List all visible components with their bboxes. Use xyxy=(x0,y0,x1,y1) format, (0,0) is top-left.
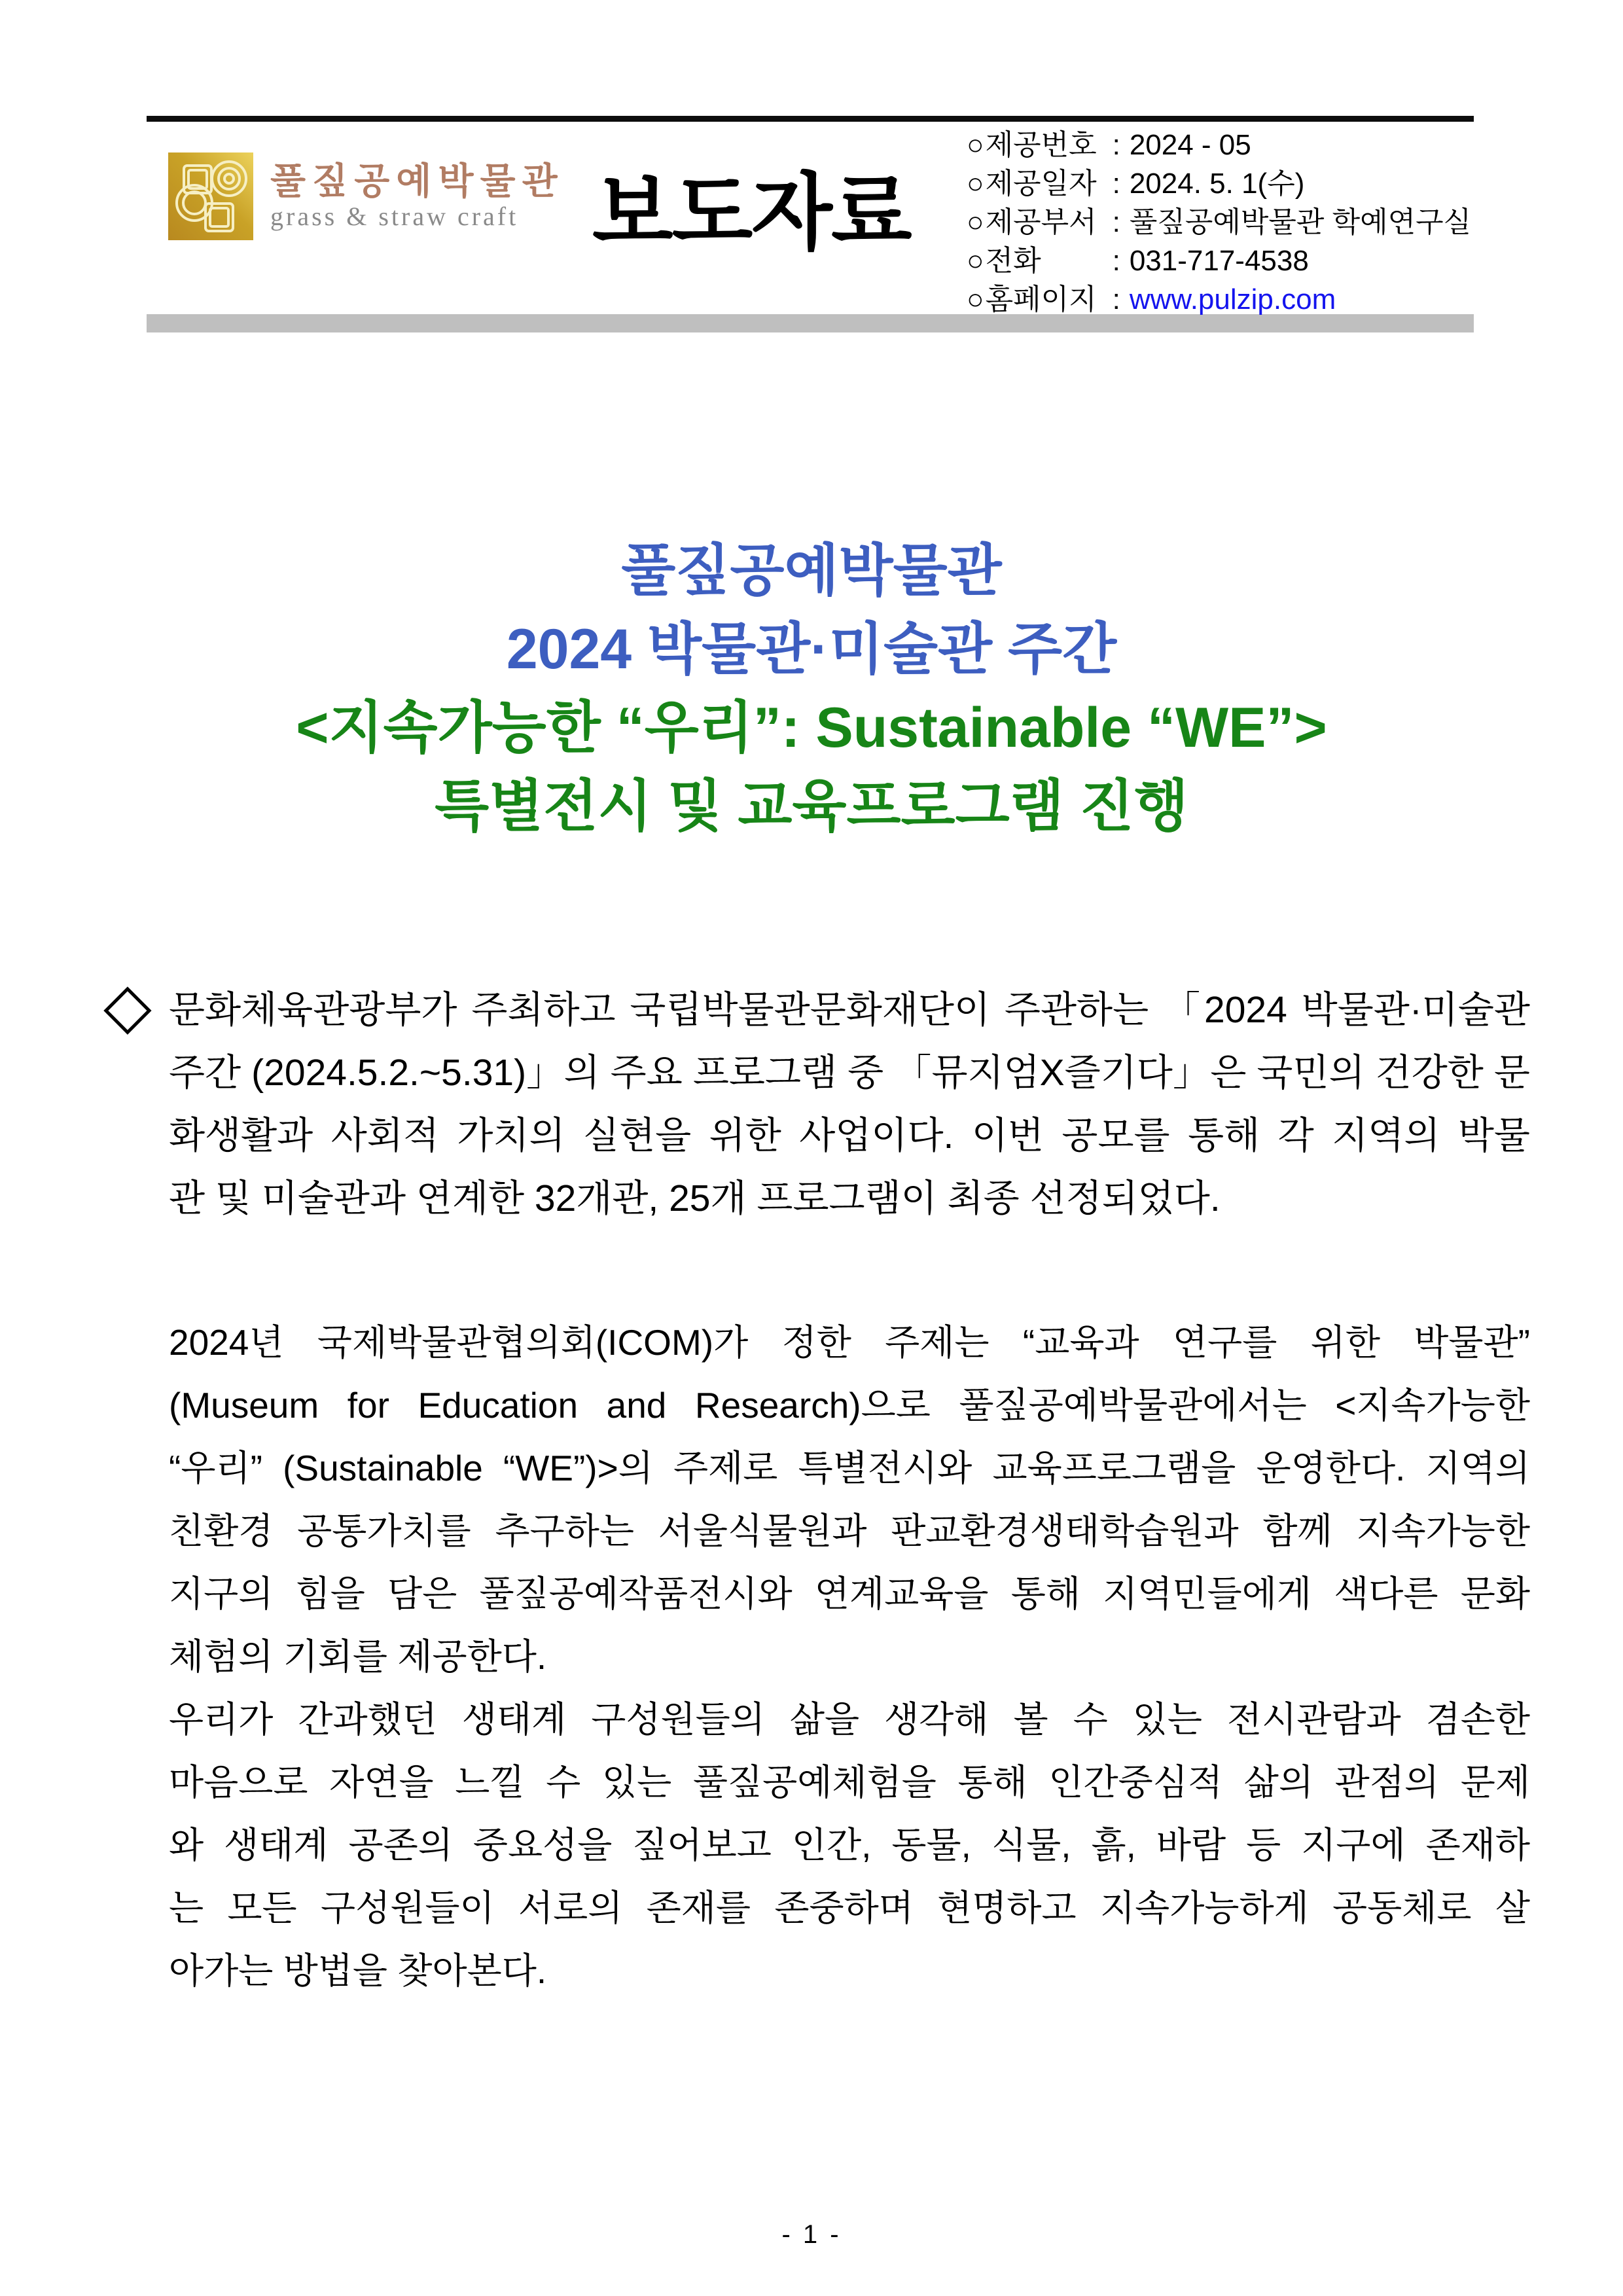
body-text-line: 지구의 힘을 담은 풀짚공예작품전시와 연계교육을 통해 지역민들에게 색다른 문화 xyxy=(169,1573,1530,1614)
header-top-rule xyxy=(147,116,1474,122)
document-body xyxy=(103,971,1530,2002)
circle-bullet-icon: ○ xyxy=(967,283,984,315)
body-text-line: 체험의 기회를 제공한다. xyxy=(169,1636,547,1677)
body-text-line: 화생활과 사회적 가치의 실현을 위한 사업이다. 이번 공모를 통해 각 지역의 박물 xyxy=(169,1115,1530,1157)
info-line-homepage xyxy=(967,280,1490,319)
info-line-phone xyxy=(967,242,1490,280)
document-headline xyxy=(0,531,1623,846)
info-line-date xyxy=(967,164,1490,203)
info-line-number xyxy=(967,126,1490,164)
info-label: 전화 xyxy=(985,245,1041,277)
header-info-block xyxy=(967,126,1490,319)
circle-bullet-icon: ○ xyxy=(967,245,984,277)
museum-logo xyxy=(168,152,564,240)
circle-bullet-icon: ○ xyxy=(967,206,984,238)
info-label: 제공번호 xyxy=(985,129,1097,161)
ecosystem-paragraph xyxy=(169,1688,1530,2002)
info-colon: : xyxy=(1112,283,1120,315)
info-label: 제공부서 xyxy=(985,206,1097,238)
theme-paragraph xyxy=(169,1311,1530,1688)
body-text-line: 주간 (2024.5.2.~5.31)」의 주요 프로그램 중 「뮤지엄X즐기다」은 국민의 건강한 문 xyxy=(169,1052,1530,1094)
body-text-line: 마음으로 자연을 느낄 수 있는 풀짚공예체험을 통해 인간중심적 삶의 관점의 문제 xyxy=(169,1762,1530,1803)
press-release-title: 보도자료 xyxy=(592,166,911,260)
body-text-line: 2024년 국제박물관협의회(ICOM)가 정한 주제는 “교육과 연구를 위한 박물관” xyxy=(169,1322,1530,1363)
circle-bullet-icon: ○ xyxy=(967,129,984,161)
info-line-department xyxy=(967,203,1490,242)
body-text-line: 친환경 공통가치를 추구하는 서울식물원과 판교환경생태학습원과 함께 지속가능한 xyxy=(169,1511,1530,1551)
summary-paragraph xyxy=(103,971,1530,1230)
body-text-line: 는 모든 구성원들이 서로의 존재를 존중하며 현명하고 지속가능하게 공동체로 살 xyxy=(169,1888,1530,1928)
headline-line-1: 풀짚공예박물관 xyxy=(621,539,1002,602)
circle-bullet-icon: ○ xyxy=(967,168,984,200)
museum-logo-english-name: grass & straw craft xyxy=(270,201,519,231)
page-number: - 1 - xyxy=(781,2220,842,2249)
museum-logo-korean-name: 풀짚공예박물관 xyxy=(270,160,564,202)
body-text-line: 아가는 방법을 찾아본다. xyxy=(169,1950,547,1991)
info-value-date: 2024. 5. 1(수) xyxy=(1129,168,1305,200)
headline-line-2: 2024 박물관·미술관 주간 xyxy=(506,618,1117,681)
info-label: 홈페이지 xyxy=(985,283,1097,315)
body-text-line: “우리” (Sustainable “WE”)>의 주제로 특별전시와 교육프로그램을 운영한다. 지역의 xyxy=(169,1448,1530,1488)
info-value-department: 풀짚공예박물관 학예연구실 xyxy=(1129,206,1472,238)
museum-logo-emblem-icon xyxy=(168,152,253,240)
homepage-link[interactable]: www.pulzip.com xyxy=(1129,283,1336,315)
info-value-phone: 031-717-4538 xyxy=(1129,245,1309,277)
headline-line-3: <지속가능한 “우리”: Sustainable “WE”> xyxy=(296,696,1327,759)
info-value-number: 2024 - 05 xyxy=(1129,129,1251,161)
headline-line-4: 특별전시 및 교육프로그램 진행 xyxy=(435,775,1188,838)
info-label: 제공일자 xyxy=(985,168,1097,200)
body-text-line: (Museum for Education and Research)으로 풀짚공예박물관에서는 <지속가능한 xyxy=(169,1385,1530,1426)
info-colon: : xyxy=(1112,168,1120,200)
info-colon: : xyxy=(1112,245,1120,277)
body-text-line: 관 및 미술관과 연계한 32개관, 25개 프로그램이 최종 선정되었다. xyxy=(169,1177,1221,1219)
body-text-line: 와 생태계 공존의 중요성을 짚어보고 인간, 동물, 식물, 흙, 바람 등 지구에 존재하 xyxy=(169,1825,1530,1865)
info-colon: : xyxy=(1112,206,1120,238)
body-text-line: 문화체육관광부가 주최하고 국립박물관문화재단이 주관하는 「2024 박물관·미술관 xyxy=(169,989,1530,1031)
info-colon: : xyxy=(1112,129,1120,161)
body-text-line: 우리가 간과했던 생태계 구성원들의 삶을 생각해 볼 수 있는 전시관람과 겸손한 xyxy=(169,1699,1530,1740)
diamond-bullet-icon: ◇ xyxy=(103,971,152,1041)
museum-logo-text xyxy=(270,161,564,232)
